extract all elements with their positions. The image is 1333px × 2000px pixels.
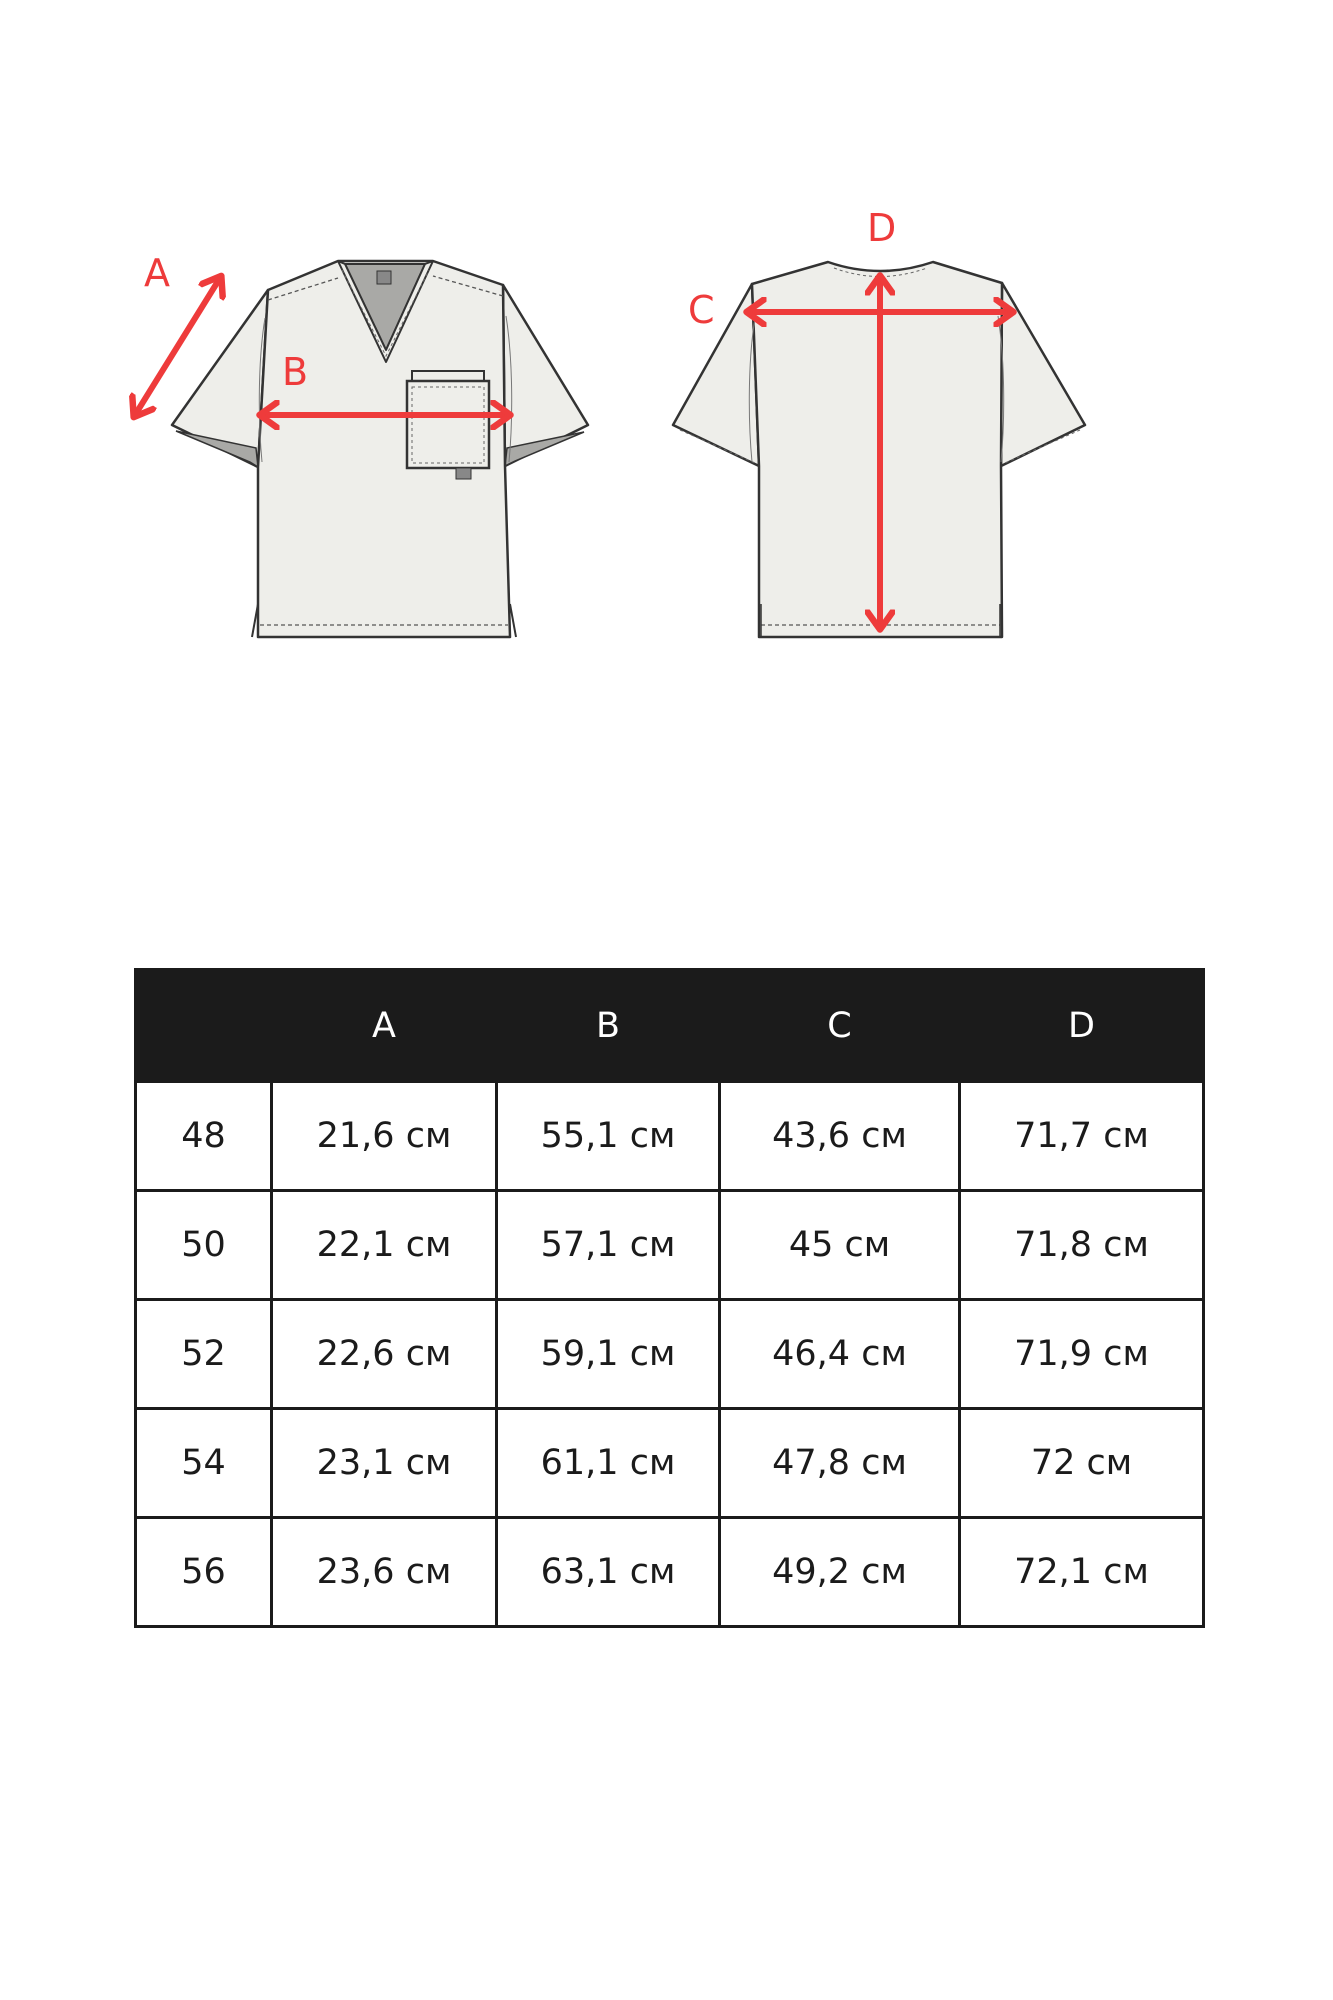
cell-c: 45 см bbox=[720, 1191, 960, 1300]
cell-c: 46,4 см bbox=[720, 1300, 960, 1409]
cell-d: 71,7 см bbox=[960, 1082, 1204, 1191]
cell-c: 47,8 см bbox=[720, 1409, 960, 1518]
cell-d: 71,9 см bbox=[960, 1300, 1204, 1409]
size-cell: 54 bbox=[136, 1409, 272, 1518]
cell-c: 43,6 см bbox=[720, 1082, 960, 1191]
table-row bbox=[136, 1300, 1204, 1409]
table-row bbox=[136, 1191, 1204, 1300]
front-right-sleeve bbox=[503, 285, 588, 466]
table-row bbox=[136, 1082, 1204, 1191]
table-row bbox=[136, 1518, 1204, 1627]
cell-a: 21,6 см bbox=[272, 1082, 497, 1191]
cell-b: 61,1 см bbox=[497, 1409, 720, 1518]
size-cell: 52 bbox=[136, 1300, 272, 1409]
cell-d: 72,1 см bbox=[960, 1518, 1204, 1627]
label-a: A bbox=[144, 251, 170, 295]
header-col-a: A bbox=[272, 970, 497, 1082]
size-cell: 48 bbox=[136, 1082, 272, 1191]
table-header-row bbox=[136, 970, 1204, 1082]
cell-a: 23,1 см bbox=[272, 1409, 497, 1518]
cell-d: 71,8 см bbox=[960, 1191, 1204, 1300]
cell-b: 63,1 см bbox=[497, 1518, 720, 1627]
label-c: C bbox=[688, 288, 715, 332]
header-corner bbox=[136, 970, 272, 1082]
size-cell: 50 bbox=[136, 1191, 272, 1300]
cell-b: 57,1 см bbox=[497, 1191, 720, 1300]
cell-a: 23,6 см bbox=[272, 1518, 497, 1627]
header-col-b: B bbox=[497, 970, 720, 1082]
cell-c: 49,2 см bbox=[720, 1518, 960, 1627]
label-d: D bbox=[867, 206, 897, 250]
cell-d: 72 см bbox=[960, 1409, 1204, 1518]
back-right-sleeve bbox=[1001, 283, 1085, 466]
cell-a: 22,6 см bbox=[272, 1300, 497, 1409]
front-brand-tag bbox=[456, 468, 471, 479]
size-cell: 56 bbox=[136, 1518, 272, 1627]
cell-a: 22,1 см bbox=[272, 1191, 497, 1300]
size-table bbox=[134, 968, 1205, 1628]
header-col-d: D bbox=[960, 970, 1204, 1082]
garment-diagram bbox=[0, 0, 1333, 720]
shirt-front-view bbox=[172, 261, 588, 637]
front-neck-label bbox=[377, 271, 391, 284]
cell-b: 59,1 см bbox=[497, 1300, 720, 1409]
label-b: B bbox=[282, 350, 309, 394]
table-row bbox=[136, 1409, 1204, 1518]
cell-b: 55,1 см bbox=[497, 1082, 720, 1191]
front-pocket bbox=[407, 381, 489, 468]
header-col-c: C bbox=[720, 970, 960, 1082]
